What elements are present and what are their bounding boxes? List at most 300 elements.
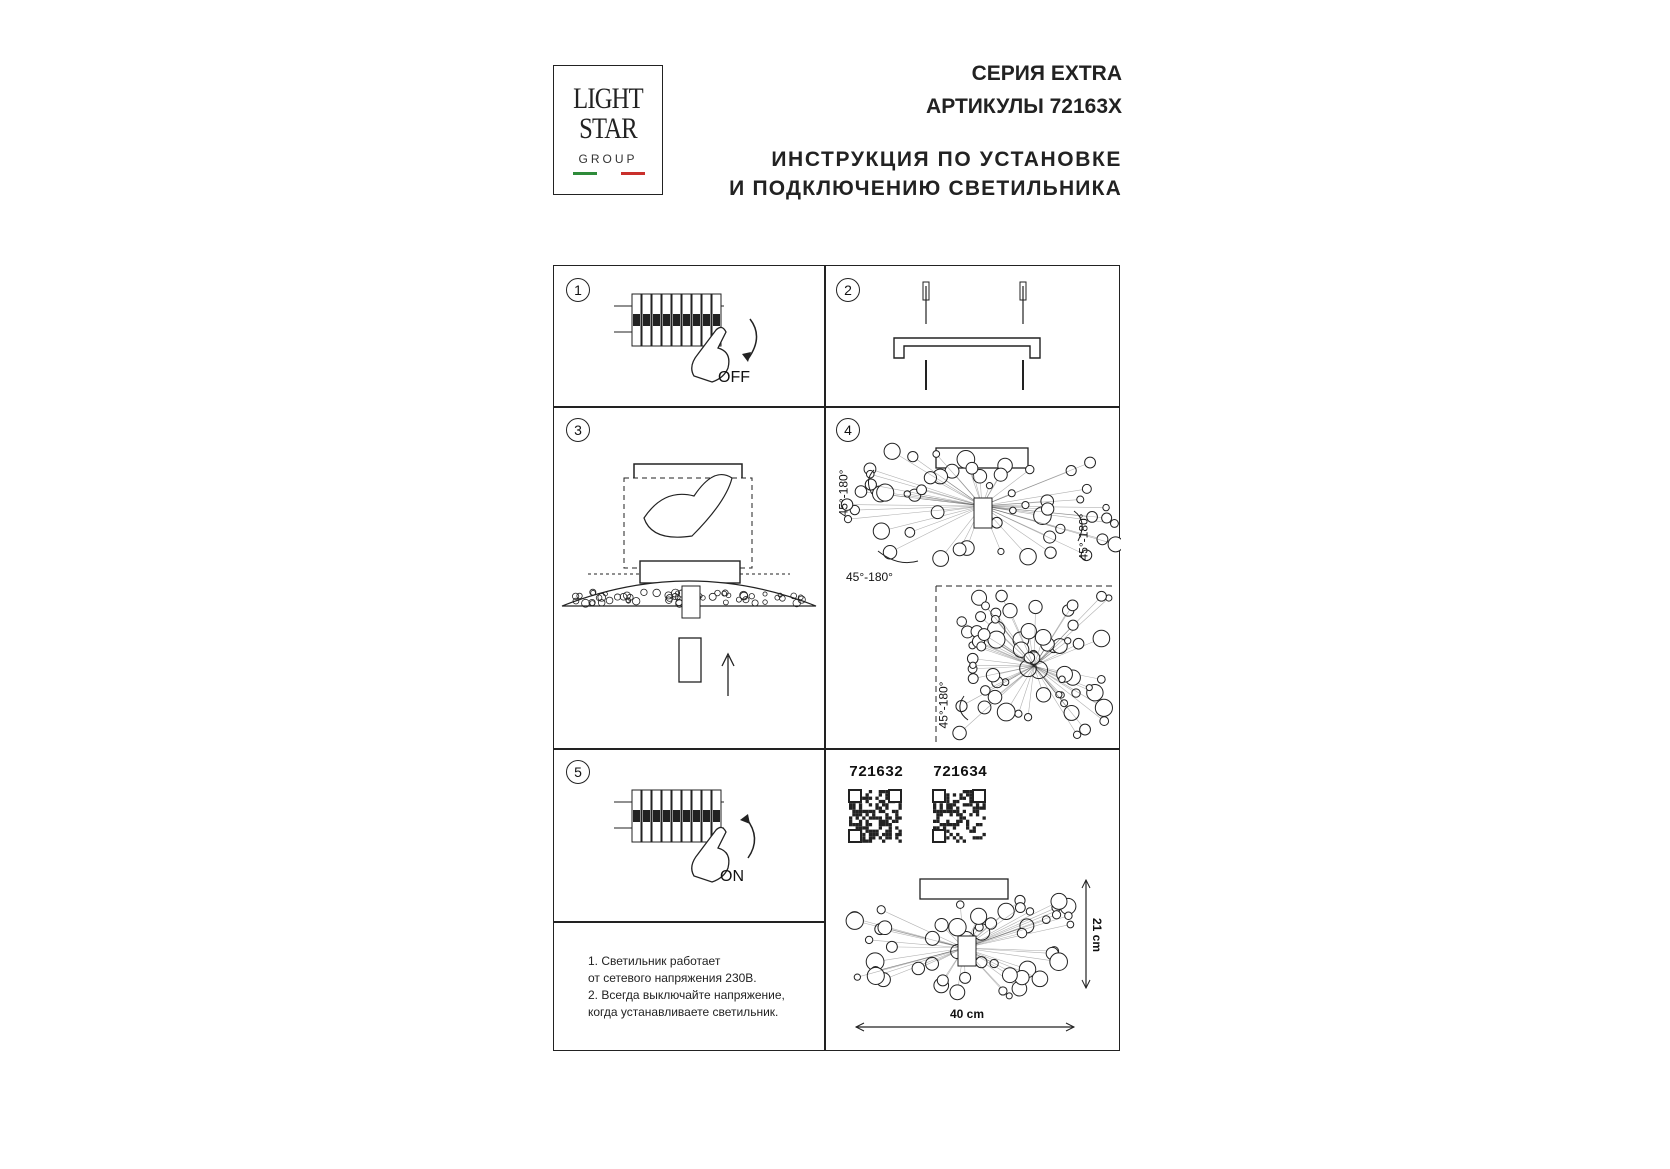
arm-sphere — [1056, 524, 1065, 533]
qr-module — [953, 826, 956, 829]
qr-module — [963, 790, 966, 793]
angle-label-side: 45°-180° — [936, 681, 951, 729]
flag-white — [597, 172, 621, 175]
arm-sphere — [1015, 710, 1022, 717]
qr-module — [940, 803, 943, 806]
qr-module — [885, 836, 888, 839]
qr-module — [879, 807, 882, 810]
qr-module — [869, 803, 872, 806]
arm-sphere — [883, 546, 896, 559]
arm-sphere — [1022, 501, 1029, 508]
qr-module — [885, 816, 888, 819]
qr-module — [899, 830, 902, 833]
qr-module — [983, 803, 986, 806]
qr-module — [849, 803, 852, 806]
arm-sphere — [997, 703, 1015, 721]
angle-label-bottom: 45°-180° — [846, 570, 893, 584]
qr-module — [869, 816, 872, 819]
qr-module — [950, 813, 953, 816]
qr-module — [956, 833, 959, 836]
qr-module — [849, 823, 852, 826]
arm-sphere — [988, 631, 1005, 648]
arm-sphere — [855, 486, 867, 498]
articles-title: АРТИКУЛЫ 72163X — [926, 95, 1122, 118]
flag-red — [621, 172, 645, 175]
qr-module — [859, 807, 862, 810]
breaker-panel — [614, 790, 724, 842]
qr-module — [889, 823, 892, 826]
off-label: OFF — [718, 369, 750, 386]
breaker-switch — [653, 314, 660, 326]
qr-module — [950, 833, 953, 836]
qr-finder — [933, 790, 945, 802]
qr-module — [879, 800, 882, 803]
qr-module — [866, 820, 869, 823]
arm-sphere — [865, 479, 876, 490]
flag-green — [573, 172, 597, 175]
qr-module — [856, 816, 859, 819]
arm-sphere — [935, 919, 948, 932]
qr-module — [963, 840, 966, 843]
breaker-switch — [693, 810, 700, 822]
arm-sphere — [982, 602, 990, 610]
arm-sphere — [998, 903, 1014, 919]
qr-module — [940, 807, 943, 810]
qr-module — [879, 820, 882, 823]
arm-sphere — [950, 985, 965, 1000]
qr-module — [976, 813, 979, 816]
breaker-switch — [633, 810, 640, 822]
qr-module — [879, 836, 882, 839]
qr-module — [866, 840, 869, 843]
arm-sphere — [1024, 652, 1035, 663]
qr-module — [866, 830, 869, 833]
qr-module — [899, 840, 902, 843]
qr-module — [946, 836, 949, 839]
qr-finder — [933, 830, 945, 842]
arm-sphere — [908, 451, 918, 461]
arm-rod — [885, 493, 982, 506]
qr-module — [862, 816, 865, 819]
qr-finder — [849, 790, 861, 802]
qr-module — [885, 820, 888, 823]
angle-label-right: 45°-180° — [1076, 513, 1091, 561]
qr-module — [969, 813, 972, 816]
arm-sphere — [1077, 496, 1084, 503]
qr-module — [956, 813, 959, 816]
arm-sphere — [994, 468, 1007, 481]
qr-module — [885, 803, 888, 806]
qr-module — [956, 823, 959, 826]
arm-sphere — [1080, 724, 1091, 735]
arm-sphere — [996, 590, 1007, 601]
led-bulb-icon — [679, 638, 701, 682]
breaker-switch — [643, 810, 650, 822]
qr-module — [976, 807, 979, 810]
qr-module — [885, 813, 888, 816]
qr-module — [969, 830, 972, 833]
qr-module — [889, 826, 892, 829]
qr-module — [956, 840, 959, 843]
canopy-dimension-view — [920, 879, 1008, 899]
arm-sphere — [886, 941, 897, 952]
arm-sphere — [986, 483, 992, 489]
qr-module — [869, 810, 872, 813]
arm-sphere — [949, 919, 966, 936]
qr-module — [959, 813, 962, 816]
qr-module — [879, 823, 882, 826]
safety-notes — [588, 953, 785, 1021]
qr-finder — [889, 790, 901, 802]
step-1-panel — [554, 266, 824, 406]
arm-rod — [847, 505, 982, 506]
article-code-1: 721632 — [849, 764, 904, 781]
qr-module — [866, 793, 869, 796]
qr-module — [892, 810, 895, 813]
qr-module — [875, 833, 878, 836]
arm-rod — [982, 500, 1080, 506]
note-line-4: когда устанавливаете светильник. — [588, 1005, 779, 1019]
qr-module — [856, 823, 859, 826]
qr-module — [940, 823, 943, 826]
arm-sphere — [1073, 731, 1080, 738]
qr-module — [946, 823, 949, 826]
qr-module — [899, 807, 902, 810]
qr-module — [969, 803, 972, 806]
qr-module — [966, 820, 969, 823]
qr-module — [976, 836, 979, 839]
step-5-number: 5 — [566, 760, 590, 784]
arm-sphere — [960, 972, 971, 983]
qr-module — [959, 816, 962, 819]
arm-sphere — [970, 662, 976, 668]
qr-module — [866, 826, 869, 829]
arm-sphere — [1002, 968, 1017, 983]
breaker-switch — [673, 810, 680, 822]
qr-module — [866, 800, 869, 803]
mounting-bracket — [894, 338, 1040, 358]
qr-module — [950, 823, 953, 826]
qr-module — [966, 803, 969, 806]
qr-module — [859, 820, 862, 823]
qr-module — [983, 816, 986, 819]
qr-module — [963, 803, 966, 806]
arms-side-view — [953, 590, 1113, 739]
qr-module — [895, 833, 898, 836]
breaker-switch — [703, 314, 710, 326]
qr-module — [869, 790, 872, 793]
logo-line-group: GROUP — [578, 152, 638, 166]
note-line-1: 1. Светильник работает — [588, 954, 721, 968]
qr-module — [953, 810, 956, 813]
arm-sphere — [1051, 893, 1067, 909]
arm-sphere — [937, 975, 948, 986]
qr-finder — [849, 830, 861, 842]
arm-sphere — [957, 617, 967, 627]
arm-sphere — [1006, 993, 1012, 999]
logo-line-light: LIGHT — [573, 82, 643, 115]
qr-module — [885, 823, 888, 826]
qr-module — [946, 803, 949, 806]
breaker-switch — [693, 314, 700, 326]
arm-rod — [982, 489, 1087, 506]
qr-module — [889, 830, 892, 833]
qr-module — [895, 813, 898, 816]
series-title: СЕРИЯ EXTRA — [971, 62, 1122, 85]
note-line-2: от сетевого напряжения 230В. — [588, 971, 757, 985]
arm-sphere — [1032, 971, 1048, 987]
arm-sphere — [1085, 457, 1096, 468]
qr-module — [879, 793, 882, 796]
qr-module — [953, 803, 956, 806]
instruction-title-line2: И ПОДКЛЮЧЕНИЮ СВЕТИЛЬНИКА — [729, 177, 1122, 200]
arm-sphere — [988, 690, 1002, 704]
qr-module — [859, 813, 862, 816]
qr-module — [976, 803, 979, 806]
breaker-on-illustration — [554, 748, 824, 921]
arm-rod — [910, 506, 982, 532]
qr-module — [856, 810, 859, 813]
lamp-socket — [682, 586, 700, 618]
qr-module — [979, 823, 982, 826]
arm-sphere — [976, 612, 986, 622]
qr-module — [963, 810, 966, 813]
qr-module — [849, 820, 852, 823]
qr-module — [872, 830, 875, 833]
arm-sphere — [1111, 520, 1119, 528]
qr-module — [979, 836, 982, 839]
qr-module — [852, 803, 855, 806]
qr-module — [966, 793, 969, 796]
qr-module — [976, 823, 979, 826]
rotate-arrow-icon — [746, 818, 755, 858]
arm-sphere — [1068, 620, 1078, 630]
arm-sphere — [981, 686, 991, 696]
qr-module — [852, 813, 855, 816]
arm-sphere — [998, 548, 1004, 554]
arm-sphere — [1015, 903, 1025, 913]
arm-sphere — [1029, 600, 1042, 613]
qr-module — [875, 797, 878, 800]
breaker-switch — [663, 314, 670, 326]
qr-module — [869, 833, 872, 836]
qr-module — [889, 816, 892, 819]
breaker-panel — [614, 294, 724, 346]
breaker-switch — [633, 314, 640, 326]
qr-module — [899, 803, 902, 806]
arm-sphere — [873, 523, 889, 539]
qr-module — [953, 793, 956, 796]
qr-module — [933, 803, 936, 806]
qr-module — [869, 830, 872, 833]
qr-module — [859, 803, 862, 806]
breaker-switch — [713, 314, 720, 326]
qr-module — [943, 810, 946, 813]
arm-sphere — [1026, 465, 1034, 473]
arm-sphere — [877, 484, 894, 501]
qr-module — [852, 810, 855, 813]
qr-module — [959, 836, 962, 839]
qr-module — [933, 820, 936, 823]
qr-module — [882, 820, 885, 823]
step-3-number: 3 — [566, 418, 590, 442]
qr-module — [882, 790, 885, 793]
qr-module — [973, 810, 976, 813]
qr-module — [936, 810, 939, 813]
arm-sphere — [1052, 911, 1060, 919]
arrow-head-icon — [740, 814, 750, 824]
qr-module — [889, 833, 892, 836]
notes-panel — [554, 921, 824, 1052]
note-line-3: 2. Всегда выключайте напряжение, — [588, 988, 785, 1002]
arm-sphere — [854, 974, 860, 980]
qr-module — [885, 830, 888, 833]
qr-module — [973, 826, 976, 829]
arm-sphere — [844, 516, 851, 523]
qr-module — [875, 803, 878, 806]
arm-sphere — [985, 918, 996, 929]
canopy — [640, 561, 740, 583]
qr-module — [866, 813, 869, 816]
arm-sphere — [905, 528, 915, 538]
qr-module — [872, 833, 875, 836]
qr-module — [862, 826, 865, 829]
mounting-bracket-illustration — [824, 266, 1121, 406]
qr-module — [859, 823, 862, 826]
qr-module — [933, 810, 936, 813]
arm-sphere — [1020, 548, 1036, 564]
arm-sphere — [924, 472, 936, 484]
qr-module — [940, 810, 943, 813]
qr-module — [973, 807, 976, 810]
qr-module — [956, 800, 959, 803]
qr-module — [882, 840, 885, 843]
italian-flag-stripe — [573, 172, 645, 175]
step-4-panel — [824, 406, 1121, 748]
qr-module — [899, 816, 902, 819]
qr-module — [849, 807, 852, 810]
qr-module — [879, 816, 882, 819]
arm-sphere — [1097, 676, 1105, 684]
qr-module — [959, 797, 962, 800]
arm-sphere — [884, 443, 900, 459]
qr-module — [956, 807, 959, 810]
qr-module — [946, 830, 949, 833]
arm-sphere — [1065, 912, 1072, 919]
qr-module — [953, 800, 956, 803]
logo-line-star: STAR — [579, 112, 637, 145]
arm-sphere — [1067, 600, 1078, 611]
qr-module — [966, 823, 969, 826]
qr-module — [973, 836, 976, 839]
qr-module — [875, 816, 878, 819]
arm-sphere — [1067, 921, 1074, 928]
qr-module — [956, 820, 959, 823]
qr-module — [899, 833, 902, 836]
arm-sphere — [956, 700, 967, 711]
qr-module — [976, 810, 979, 813]
qr-module — [862, 836, 865, 839]
breaker-switch — [653, 810, 660, 822]
arm-sphere — [1021, 623, 1036, 638]
arm-sphere — [977, 642, 986, 651]
qr-module — [946, 807, 949, 810]
arm-sphere — [933, 551, 949, 567]
qr-module — [872, 836, 875, 839]
on-label: ON — [720, 868, 744, 885]
qr-module — [895, 820, 898, 823]
qr-module — [862, 840, 865, 843]
arm-sphere — [1010, 507, 1017, 514]
breaker-switch — [663, 810, 670, 822]
arm-sphere — [1050, 953, 1068, 971]
qr-module — [879, 826, 882, 829]
arm-sphere — [877, 906, 885, 914]
qr-module — [946, 820, 949, 823]
qr-module — [940, 813, 943, 816]
wiring-illustration — [554, 406, 824, 748]
qr-module — [875, 830, 878, 833]
breaker-switch — [713, 810, 720, 822]
angle-label-left: 45°-180° — [836, 469, 851, 517]
qr-module — [862, 797, 865, 800]
qr-module — [959, 793, 962, 796]
qr-module — [872, 813, 875, 816]
qr-module — [852, 823, 855, 826]
qr-module — [946, 810, 949, 813]
step-2-panel — [824, 266, 1121, 406]
arm-sphere — [1086, 685, 1092, 691]
breaker-switch — [683, 810, 690, 822]
qr-module — [979, 807, 982, 810]
qr-module — [936, 820, 939, 823]
arm-sphere — [878, 921, 892, 935]
qr-module — [936, 816, 939, 819]
arm-sphere — [953, 726, 966, 739]
qr-module — [882, 823, 885, 826]
arm-sphere — [1093, 630, 1110, 647]
qr-module — [983, 807, 986, 810]
arm-rod — [883, 948, 964, 980]
arm-sphere — [1095, 699, 1112, 716]
breaker-switch — [643, 314, 650, 326]
qr-module — [882, 833, 885, 836]
brand-logo — [553, 65, 663, 195]
arm-sphere — [1035, 629, 1051, 645]
qr-module — [856, 813, 859, 816]
qr-module — [936, 813, 939, 816]
qr-module — [882, 803, 885, 806]
qr-module — [895, 836, 898, 839]
arm-sphere — [991, 615, 999, 623]
qr-code-721634 — [933, 790, 986, 843]
qr-module — [933, 807, 936, 810]
arm-sphere — [1100, 717, 1109, 726]
qr-module — [882, 800, 885, 803]
qr-module — [879, 790, 882, 793]
breaker-switch — [673, 314, 680, 326]
qr-module — [983, 833, 986, 836]
terminal-block-detail — [644, 475, 732, 538]
arm-sphere — [953, 543, 966, 556]
qr-module — [892, 820, 895, 823]
arm-sphere — [1073, 638, 1084, 649]
step-4-number: 4 — [836, 418, 860, 442]
arm-sphere — [1008, 490, 1015, 497]
qr-module — [866, 823, 869, 826]
arm-sphere — [1097, 591, 1107, 601]
qr-module — [869, 840, 872, 843]
